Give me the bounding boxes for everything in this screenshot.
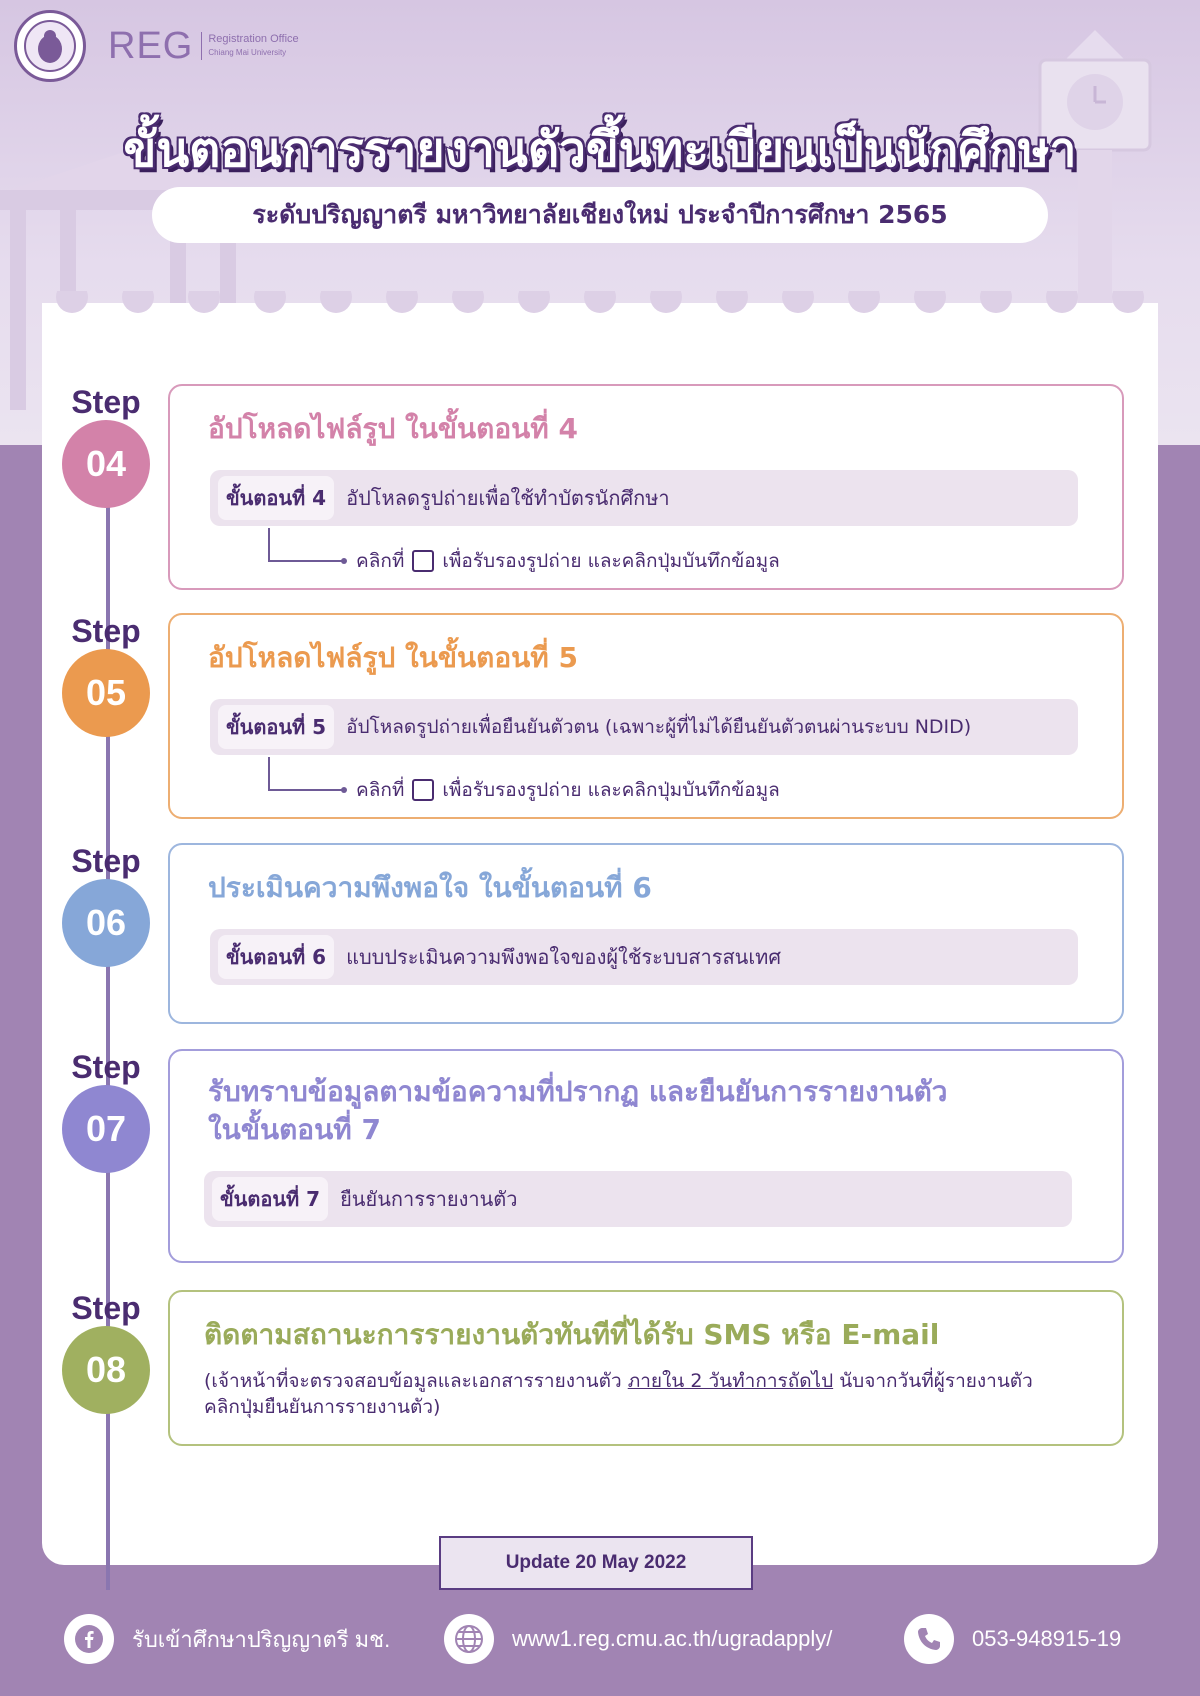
step-05-badge	[56, 613, 156, 737]
substep-text: ยืนยันการรายงานตัว	[340, 1187, 518, 1211]
connector-line	[268, 528, 344, 562]
substep-text: อัปโหลดรูปถ่ายเพื่อใช้ทำบัตรนักศึกษา	[346, 486, 670, 510]
step-title: ติดตามสถานะการรายงานตัวทันทีที่ได้รับ SMS หรือ E-mail	[204, 1318, 940, 1351]
phone-icon	[904, 1614, 954, 1664]
substep-label: ขั้นตอนที่ 4	[218, 476, 334, 520]
connector-line	[268, 757, 344, 791]
note-part2: นับจากวันที่ผู้รายงานตัว	[833, 1370, 1033, 1392]
reg-logo-text: REG	[108, 24, 194, 67]
step-08-box	[168, 1290, 1124, 1446]
step-word: Step	[71, 613, 141, 649]
step-word: Step	[71, 1049, 141, 1085]
note-part1: (เจ้าหน้าที่จะตรวจสอบข้อมูลและเอกสารรายงานตัว	[204, 1370, 628, 1392]
click-suffix: เพื่อรับรองรูปถ่าย และคลิกปุ่มบันทึกข้อมูล	[442, 550, 780, 572]
step-substep	[204, 1171, 1072, 1227]
footer-facebook[interactable]	[64, 1612, 390, 1666]
checkbox-icon	[412, 550, 434, 572]
step-title-line2: ในขั้นตอนที่ 7	[208, 1113, 381, 1146]
note-underline: ภายใน 2 วันทำการถัดไป	[627, 1370, 834, 1392]
step-substep	[210, 470, 1078, 526]
step-number: 04	[62, 420, 150, 508]
reg-line2: Chiang Mai University	[208, 48, 287, 57]
step-word: Step	[71, 384, 141, 420]
step-word: Step	[71, 1290, 141, 1326]
phone-text: 053-948915-19	[972, 1626, 1122, 1651]
step-number: 08	[62, 1326, 150, 1414]
step-title: ประเมินความพึงพอใจ ในขั้นตอนที่ 6	[208, 871, 652, 904]
page-title: ขั้นตอนการรายงานตัวขึ้นทะเบียนเป็นนักศึกษา	[123, 122, 1077, 178]
page-subtitle: ระดับปริญญาตรี มหาวิทยาลัยเชียงใหม่ ประจำปีการศึกษา 2565	[152, 187, 1048, 243]
globe-icon	[444, 1614, 494, 1664]
click-prefix: คลิกที่	[356, 550, 405, 572]
step-number: 06	[62, 879, 150, 967]
reg-line1: Registration Office	[208, 33, 299, 45]
logo-row	[14, 10, 299, 82]
step-04-box	[168, 384, 1124, 590]
timeline-line	[106, 430, 110, 1590]
step-substep	[210, 699, 1078, 755]
substep-label: ขั้นตอนที่ 7	[212, 1177, 328, 1221]
step-06-badge	[56, 843, 156, 967]
click-instruction	[356, 546, 780, 576]
substep-label: ขั้นตอนที่ 6	[218, 935, 334, 979]
step-title: อัปโหลดไฟล์รูป ในขั้นตอนที่ 5	[208, 641, 578, 674]
step-note-line2: คลิกปุ่มยืนยันการรายงานตัว)	[204, 1396, 441, 1418]
checkbox-icon	[412, 779, 434, 801]
step-title: อัปโหลดไฟล์รูป ในขั้นตอนที่ 4	[208, 412, 578, 445]
facebook-icon	[64, 1614, 114, 1664]
step-08-badge	[56, 1290, 156, 1414]
step-substep	[210, 929, 1078, 985]
step-04-badge	[56, 384, 156, 508]
step-note	[204, 1368, 1033, 1394]
step-title: รับทราบข้อมูลตามข้อความที่ปรากฏ และยืนยันการรายงานตัว	[208, 1075, 948, 1108]
substep-label: ขั้นตอนที่ 5	[218, 705, 334, 749]
step-number: 07	[62, 1085, 150, 1173]
footer-website[interactable]	[444, 1612, 832, 1666]
footer	[0, 1612, 1200, 1672]
facebook-text: รับเข้าศึกษาปริญญาตรี มช.	[132, 1626, 391, 1652]
click-prefix: คลิกที่	[356, 779, 405, 801]
website-text: www1.reg.cmu.ac.th/ugradapply/	[512, 1626, 833, 1651]
step-07-box	[168, 1049, 1124, 1263]
click-suffix: เพื่อรับรองรูปถ่าย และคลิกปุ่มบันทึกข้อมูล	[442, 779, 780, 801]
footer-phone[interactable]	[904, 1612, 1121, 1666]
step-05-box	[168, 613, 1124, 819]
update-date: Update 20 May 2022	[439, 1536, 753, 1590]
university-seal-icon	[14, 10, 86, 82]
step-07-badge	[56, 1049, 156, 1173]
step-word: Step	[71, 843, 141, 879]
substep-text: อัปโหลดรูปถ่ายเพื่อยืนยันตัวตน (เฉพาะผู้ที่ไม่ได้ยืนยันตัวตนผ่านระบบ NDID)	[346, 716, 972, 738]
click-instruction	[356, 775, 780, 805]
reg-subtext	[201, 32, 298, 60]
step-number: 05	[62, 649, 150, 737]
substep-text: แบบประเมินความพึงพอใจของผู้ใช้ระบบสารสนเทศ	[346, 945, 782, 969]
step-06-box	[168, 843, 1124, 1024]
card-scallop-edge	[42, 291, 1158, 325]
